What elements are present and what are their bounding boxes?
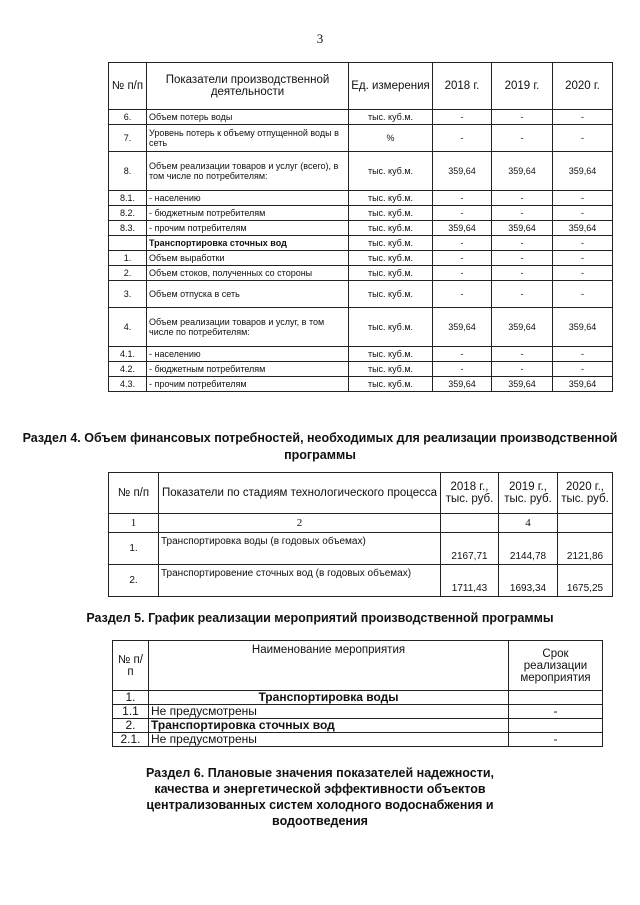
- row-2019: -: [492, 110, 553, 125]
- header-2019: 2019 г., тыс. руб.: [499, 473, 558, 514]
- table-header-row: [109, 63, 613, 110]
- header-2018: 2018 г.: [433, 63, 492, 110]
- header-term: Срок реализации мероприятия: [509, 641, 603, 691]
- table-row: [109, 236, 613, 251]
- row-2018: -: [433, 191, 492, 206]
- row-name: Транспортировка воды (в годовых объемах): [159, 533, 441, 565]
- row-2018: 359,64: [433, 377, 492, 392]
- row-2018: -: [433, 251, 492, 266]
- row-2019: -: [492, 206, 553, 221]
- row-2020: -: [553, 266, 613, 281]
- row-num: 2.1.: [113, 733, 149, 747]
- row-unit: %: [349, 125, 433, 152]
- header-unit: Ед. измерения: [349, 63, 433, 110]
- schedule-table: [112, 640, 603, 747]
- row-2020: -: [553, 206, 613, 221]
- row-term: -: [509, 733, 603, 747]
- table-row: [109, 191, 613, 206]
- table-row: [109, 152, 613, 191]
- row-num: 8.1.: [109, 191, 147, 206]
- row-2018: -: [433, 110, 492, 125]
- row-name: - прочим потребителям: [147, 377, 349, 392]
- row-unit: тыс. куб.м.: [349, 221, 433, 236]
- header-num: № п/п: [113, 641, 149, 691]
- row-2019: -: [492, 251, 553, 266]
- row-name: Транспортировка сточных вод: [149, 719, 509, 733]
- row-num: 2.: [113, 719, 149, 733]
- row-num: 8.2.: [109, 206, 147, 221]
- header-2019: 2019 г.: [492, 63, 553, 110]
- row-name: - бюджетным потребителям: [147, 206, 349, 221]
- page-number: 3: [316, 31, 324, 46]
- table-row: [109, 281, 613, 308]
- row-name: Не предусмотрены: [149, 733, 509, 747]
- row-2020: -: [553, 191, 613, 206]
- row-2019: -: [492, 362, 553, 377]
- row-2019: 359,64: [492, 308, 553, 347]
- row-2018: 2167,71: [441, 533, 499, 565]
- row-name: - населению: [147, 347, 349, 362]
- header-2020: 2020 г., тыс. руб.: [558, 473, 613, 514]
- row-num: 2.: [109, 266, 147, 281]
- row-2019: -: [492, 125, 553, 152]
- row-unit: тыс. куб.м.: [349, 110, 433, 125]
- row-name: Объем отпуска в сеть: [147, 281, 349, 308]
- row-2020: -: [553, 347, 613, 362]
- table-row: [109, 377, 613, 392]
- row-name: Объем выработки: [147, 251, 349, 266]
- row-num: 8.3.: [109, 221, 147, 236]
- row-unit: тыс. куб.м.: [349, 251, 433, 266]
- row-2018: 359,64: [433, 221, 492, 236]
- row-term: [509, 691, 603, 705]
- row-2019: -: [492, 236, 553, 251]
- row-name: Уровень потерь к объему отпущенной воды в сеть: [147, 125, 349, 152]
- index-cell: 4: [499, 514, 558, 533]
- header-num: № п/п: [109, 63, 147, 110]
- row-num: [109, 236, 147, 251]
- row-term: -: [509, 705, 603, 719]
- table-row: [113, 719, 603, 733]
- row-2020: -: [553, 281, 613, 308]
- row-num: 6.: [109, 110, 147, 125]
- row-name: Объем реализации товаров и услуг, в том числе по потребителям:: [147, 308, 349, 347]
- row-num: 4.3.: [109, 377, 147, 392]
- table-row: [113, 733, 603, 747]
- header-indicator: Показатели производственной деятельности: [147, 63, 349, 110]
- index-cell: [441, 514, 499, 533]
- row-2020: -: [553, 362, 613, 377]
- row-num: 2.: [109, 565, 159, 597]
- row-2020: 359,64: [553, 308, 613, 347]
- row-num: 7.: [109, 125, 147, 152]
- row-2019: -: [492, 266, 553, 281]
- table-row: [113, 705, 603, 719]
- row-num: 1.: [109, 533, 159, 565]
- row-2018: -: [433, 347, 492, 362]
- row-unit: тыс. куб.м.: [349, 347, 433, 362]
- row-2018: -: [433, 236, 492, 251]
- section-5-heading: Раздел 5. График реализации мероприятий производственной программы: [86, 611, 554, 625]
- financial-needs-table: [108, 472, 613, 597]
- row-2020: -: [553, 125, 613, 152]
- table-row: [113, 691, 603, 705]
- row-name: Объем стоков, полученных со стороны: [147, 266, 349, 281]
- row-2018: 359,64: [433, 152, 492, 191]
- table-row: [109, 125, 613, 152]
- index-cell: [558, 514, 613, 533]
- row-name: Транспортировка воды: [149, 691, 509, 705]
- row-unit: тыс. куб.м.: [349, 236, 433, 251]
- column-index-row: [109, 514, 613, 533]
- row-term: [509, 719, 603, 733]
- table-row: [109, 533, 613, 565]
- row-name: Объем потерь воды: [147, 110, 349, 125]
- row-name: Транспортировка сточных вод: [147, 236, 349, 251]
- row-unit: тыс. куб.м.: [349, 206, 433, 221]
- row-2018: -: [433, 266, 492, 281]
- header-name: Наименование мероприятия: [149, 641, 509, 691]
- index-cell: 1: [109, 514, 159, 533]
- row-2018: -: [433, 281, 492, 308]
- row-2020: -: [553, 251, 613, 266]
- row-2019: -: [492, 347, 553, 362]
- table-row: [109, 206, 613, 221]
- row-unit: тыс. куб.м.: [349, 377, 433, 392]
- row-2019: 2144,78: [499, 533, 558, 565]
- row-2020: -: [553, 110, 613, 125]
- row-2018: -: [433, 362, 492, 377]
- row-unit: тыс. куб.м.: [349, 266, 433, 281]
- table-row: [109, 565, 613, 597]
- row-2019: -: [492, 191, 553, 206]
- row-unit: тыс. куб.м.: [349, 152, 433, 191]
- row-2018: 359,64: [433, 308, 492, 347]
- table-row: [109, 362, 613, 377]
- table-header-row: [109, 473, 613, 514]
- row-num: 3.: [109, 281, 147, 308]
- row-2020: 1675,25: [558, 565, 613, 597]
- header-2018: 2018 г., тыс. руб.: [441, 473, 499, 514]
- row-name: - населению: [147, 191, 349, 206]
- row-num: 8.: [109, 152, 147, 191]
- table-header-row: [113, 641, 603, 691]
- row-2019: 1693,34: [499, 565, 558, 597]
- table-row: [109, 347, 613, 362]
- row-num: 1.1: [113, 705, 149, 719]
- index-cell: 2: [159, 514, 441, 533]
- row-2020: 2121,86: [558, 533, 613, 565]
- table-row: [109, 251, 613, 266]
- row-name: Транспортировение сточных вод (в годовых объемах): [159, 565, 441, 597]
- row-num: 4.2.: [109, 362, 147, 377]
- row-2020: 359,64: [553, 377, 613, 392]
- row-unit: тыс. куб.м.: [349, 362, 433, 377]
- table-row: [109, 266, 613, 281]
- header-num: № п/п: [109, 473, 159, 514]
- row-2019: 359,64: [492, 221, 553, 236]
- row-2018: -: [433, 125, 492, 152]
- row-num: 4.: [109, 308, 147, 347]
- row-num: 1.: [113, 691, 149, 705]
- header-indicator: Показатели по стадиям технологического процесса: [159, 473, 441, 514]
- row-2018: 1711,43: [441, 565, 499, 597]
- row-2019: -: [492, 281, 553, 308]
- section-6-heading: Раздел 6. Плановые значения показателей надежности, качества и энергетической эффективности объектов централизованных систем холодного водоснабжения и водоотведения: [146, 766, 494, 828]
- row-num: 1.: [109, 251, 147, 266]
- row-2019: 359,64: [492, 152, 553, 191]
- row-2020: -: [553, 236, 613, 251]
- table-row: [109, 110, 613, 125]
- header-2020: 2020 г.: [553, 63, 613, 110]
- row-name: Не предусмотрены: [149, 705, 509, 719]
- table-row: [109, 308, 613, 347]
- row-2020: 359,64: [553, 221, 613, 236]
- row-2019: 359,64: [492, 377, 553, 392]
- table-row: [109, 221, 613, 236]
- row-2020: 359,64: [553, 152, 613, 191]
- row-2018: -: [433, 206, 492, 221]
- production-indicators-table: [108, 62, 613, 392]
- row-unit: тыс. куб.м.: [349, 191, 433, 206]
- row-unit: тыс. куб.м.: [349, 281, 433, 308]
- row-name: - прочим потребителям: [147, 221, 349, 236]
- row-name: - бюджетным потребителям: [147, 362, 349, 377]
- row-unit: тыс. куб.м.: [349, 308, 433, 347]
- row-num: 4.1.: [109, 347, 147, 362]
- row-name: Объем реализации товаров и услуг (всего), в том числе по потребителям:: [147, 152, 349, 191]
- section-4-heading: Раздел 4. Объем финансовых потребностей, необходимых для реализации производственной программы: [22, 431, 618, 462]
